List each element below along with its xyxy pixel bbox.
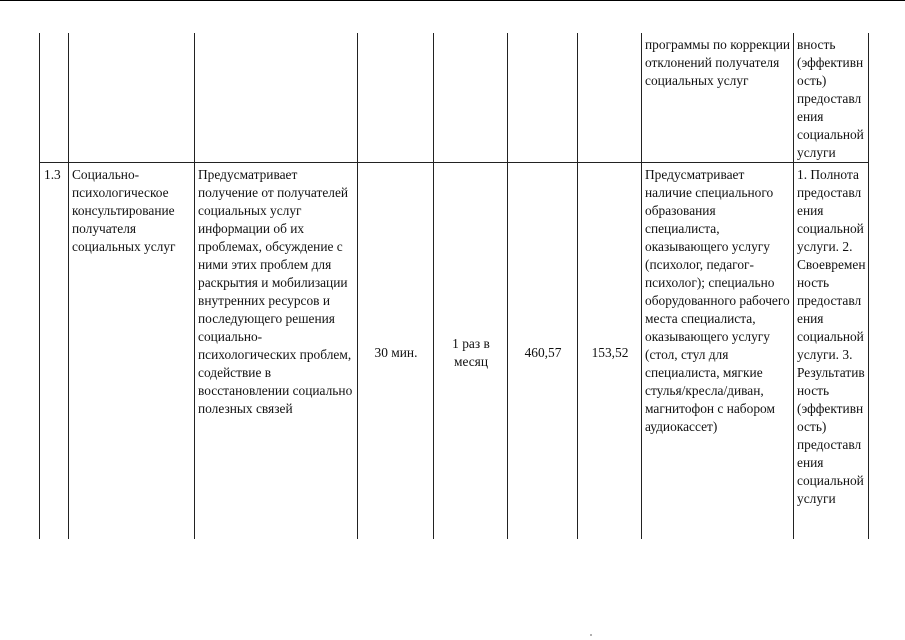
- cell-frequency: [434, 33, 508, 163]
- cell-service-description: Предусматривает получение от получателей социальных услуг информации об их проблемах, обсуждение с ними этих проблем для раскрытия и мобилизации внутренних ресурсов и последующего решения социально-психологических проблем, содействие в восстановлении социально полезных связей: [195, 163, 358, 540]
- cell-service-name: [69, 33, 195, 163]
- table-row-service-1-3: [40, 163, 869, 540]
- cell-number: 1.3: [40, 163, 69, 540]
- cell-quality-indicators: вность (эффективность) предоставления социальной услуги: [794, 33, 869, 163]
- cell-number: [40, 33, 69, 163]
- table-row-continuation: [40, 33, 869, 163]
- cell-tariff: 460,57: [508, 163, 578, 540]
- cell-cost: 153,52: [578, 163, 642, 540]
- cell-tariff: [508, 33, 578, 163]
- page-top-edge: [0, 0, 905, 1]
- cell-conditions: Предусматривает наличие специального образования специалиста, оказывающего услугу (психолог, педагог-психолог); специально оборудованного рабочего места специалиста, оказывающего услугу (стол, стул для специалиста, мягкие стулья/кресла/диван, магнитофон с набором аудиокассет): [642, 163, 794, 540]
- cell-service-description: [195, 33, 358, 163]
- cell-frequency: 1 раз в месяц: [434, 163, 508, 540]
- page-bottom-margin: [0, 548, 905, 640]
- cell-duration: [358, 33, 434, 163]
- cell-cost: [578, 33, 642, 163]
- cell-service-name: Социально-психологическое консультирование получателя социальных услуг: [69, 163, 195, 540]
- cell-quality-indicators: 1. Полнота предоставления социальной услуги. 2. Своевременность предоставления социальной услуги. 3. Результативность (эффективность) предоставления социальной услуги: [794, 163, 869, 540]
- cell-duration: 30 мин.: [358, 163, 434, 540]
- cell-conditions: программы по коррекции отклонений получателя социальных услуг: [642, 33, 794, 163]
- scan-speck: [590, 634, 592, 636]
- social-services-table: [39, 33, 869, 539]
